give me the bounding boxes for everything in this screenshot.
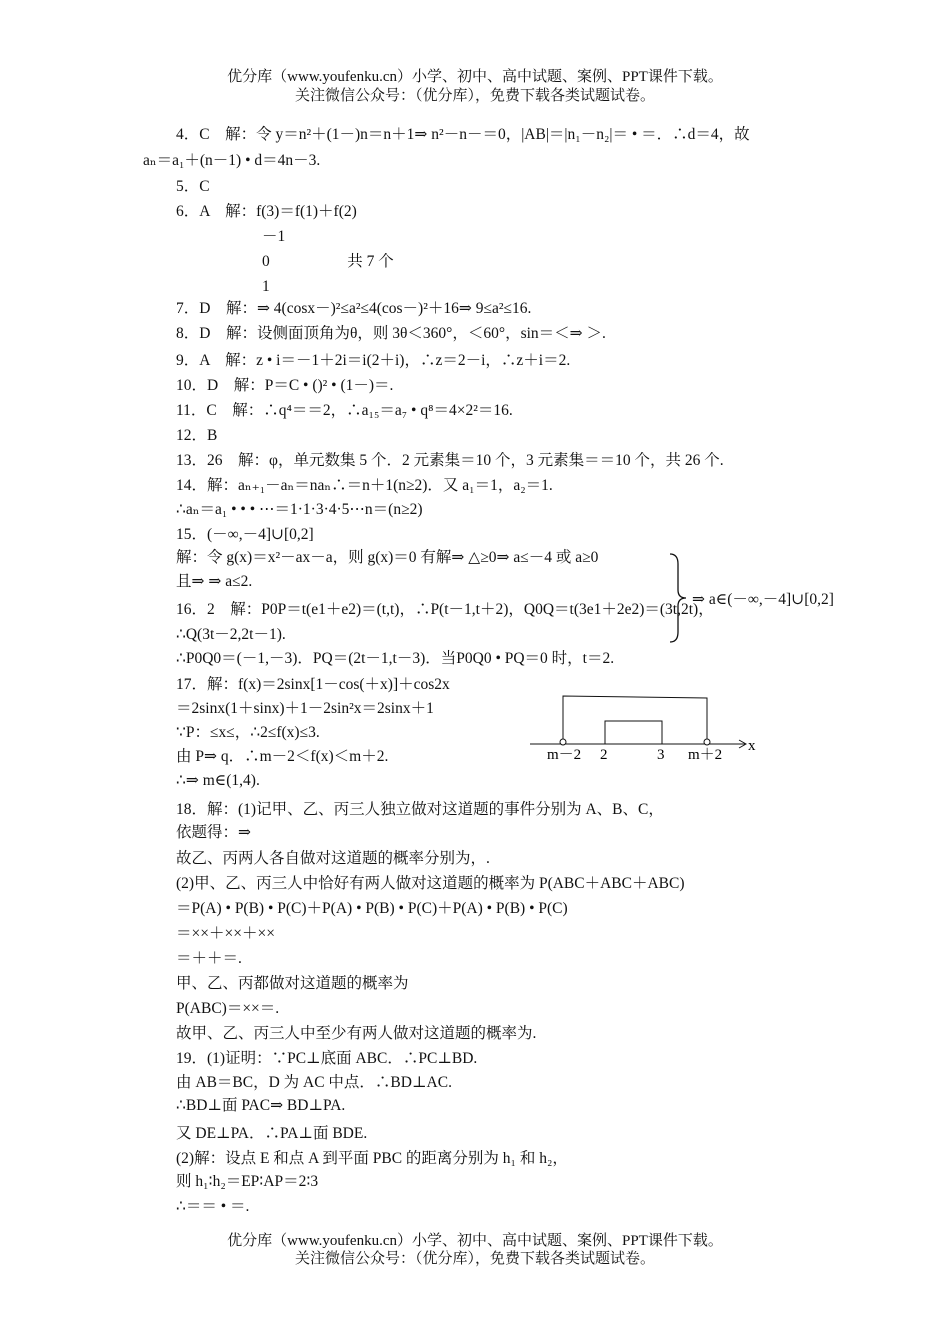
line-8: 8．D 解：设侧面顶角为θ，则 3θ＜360°，＜60°，sin＝＜⇒ ＞. xyxy=(176,325,606,342)
line-18-f: ＝＋＋＝. xyxy=(176,950,242,967)
line-15-a: 解：令 g(x)＝x²－ax－a，则 g(x)＝0 有解⇒ △≥0⇒ a≤－4 或 a≥0 xyxy=(176,549,599,566)
outer-interval xyxy=(563,696,707,744)
open-point-left xyxy=(560,739,566,745)
brace-result: ⇒ a∈(－∞,－4]∪[0,2] xyxy=(692,591,834,608)
label-m-plus-2: m＋2 xyxy=(688,747,723,763)
line-19-e: 则 h₁∶h₂＝EP∶AP＝2∶3 xyxy=(176,1173,319,1190)
label-m-minus-2: m－2 xyxy=(547,747,582,763)
line-13: 13．26 解：φ，单元数集 5 个．2 元素集＝10 个，3 元素集＝＝10 个，共 26 个. xyxy=(176,452,724,469)
line-17-c: 由 P⇒ q．∴m－2＜f(x)＜m＋2. xyxy=(176,748,389,765)
line-17-b: ∵P：≤x≤，∴2≤f(x)≤3. xyxy=(176,724,320,741)
line-18-a: 依题得：⇒ xyxy=(176,824,251,841)
line-11: 11．C 解：∴q⁴＝＝2，∴a₁₅＝a₇ • q⁸＝4×2²＝16. xyxy=(176,402,513,419)
line-18-h: P(ABC)＝××＝. xyxy=(176,1000,280,1017)
inner-interval xyxy=(605,721,662,744)
line-10: 10．D 解：P＝C • ()² • (1－)＝. xyxy=(176,377,394,394)
label-3: 3 xyxy=(657,747,665,763)
line-7: 7．D 解：⇒ 4(cosx－)²≤a²≤4(cos－)²＋16⇒ 9≤a²≤16. xyxy=(176,300,532,317)
line-14-cont: ∴aₙ＝a₁ • • • ⋯＝1·1·3·4·5⋯n＝(n≥2) xyxy=(176,501,423,518)
line-16-b: ∴P0Q0＝(－1,－3)．PQ＝(2t－1,t－3)．当P0Q0 • PQ＝0 时，t＝2. xyxy=(176,650,615,667)
line-4-cont: aₙ＝a₁＋(n－1) • d＝4n－3. xyxy=(143,152,321,169)
line-5: 5．C xyxy=(176,178,210,195)
line-15-b: 且⇒ ⇒ a≤2. xyxy=(176,573,253,590)
line-18-c: (2)甲、乙、丙三人中恰好有两人做对这道题的概率为 P(ABC＋ABC＋ABC) xyxy=(176,875,685,892)
line-15: 15．(－∞,－4]∪[0,2] xyxy=(176,526,314,543)
line-19: 19．(1)证明：∵PC⊥底面 ABC．∴PC⊥BD. xyxy=(176,1050,478,1067)
open-point-right xyxy=(704,739,710,745)
line-18: 18．解：(1)记甲、乙、丙三人独立做对这道题的事件分别为 A、B、C， xyxy=(176,801,664,818)
label-2: 2 xyxy=(600,747,608,763)
number-line-diagram xyxy=(525,690,765,770)
line-6-a: －1 xyxy=(262,228,286,245)
footer-line-1: 优分库（www.youfenku.cn）小学、初中、高中试题、案例、PPT课件下载。 xyxy=(227,1233,723,1249)
line-19-f: ∴＝＝ • ＝. xyxy=(176,1198,250,1215)
line-19-d: (2)解：设点 E 和点 A 到平面 PBC 的距离分别为 h₁ 和 h₂， xyxy=(176,1150,568,1167)
line-4: 4．C 解：令 y＝n²＋(1－)n＝n＋1⇒ n²－n－＝0，|AB|＝|n₁－n₂|＝ • ＝．∴d＝4，故 xyxy=(176,126,750,143)
line-19-c: 又 DE⊥PA．∴PA⊥面 BDE. xyxy=(176,1125,368,1142)
right-brace-icon xyxy=(668,552,688,644)
axis-label-x: x xyxy=(748,738,756,754)
line-16: 16．2 解：P0P＝t(e1＋e2)＝(t,t)，∴P(t－1,t＋2)，Q0Q＝t(3e1＋2e2)＝(3t,2t)， xyxy=(176,601,714,618)
line-16-a: ∴Q(3t－2,2t－1). xyxy=(176,626,286,643)
footer-line-2: 关注微信公众号：（优分库），免费下载各类试题试卷。 xyxy=(294,1251,655,1267)
line-18-i: 故甲、乙、丙三人中至少有两人做对这道题的概率为. xyxy=(176,1025,537,1042)
line-14: 14．解：aₙ₊₁－aₙ＝naₙ∴＝n＋1(n≥2)．又 a₁＝1，a₂＝1. xyxy=(176,477,553,494)
line-18-e: ＝××＋××＋×× xyxy=(176,925,275,942)
line-12: 12．B xyxy=(176,427,218,444)
line-6: 6．A 解：f(3)＝f(1)＋f(2) xyxy=(176,203,357,220)
line-19-b: ∴BD⊥面 PAC⇒ BD⊥PA. xyxy=(176,1097,346,1114)
line-18-g: 甲、乙、丙都做对这道题的概率为 xyxy=(176,975,409,992)
header-line-2: 关注微信公众号：（优分库），免费下载各类试题试卷。 xyxy=(294,88,655,104)
header-line-1: 优分库（www.youfenku.cn）小学、初中、高中试题、案例、PPT课件下载。 xyxy=(227,69,723,85)
line-17-a: ＝2sinx(1＋sinx)＋1－2sin²x＝2sinx＋1 xyxy=(176,700,434,717)
line-17-d: ∴⇒ m∈(1,4). xyxy=(176,772,260,789)
line-18-b: 故乙、丙两人各自做对这道题的概率分别为，. xyxy=(176,850,490,867)
line-9: 9．A 解：z • i＝－1＋2i＝i(2＋i)，∴z＝2－i，∴z＋i＝2. xyxy=(176,352,571,369)
line-17: 17．解：f(x)＝2sinx[1－cos(＋x)]＋cos2x xyxy=(176,676,450,693)
line-6-b: 0 共 7 个 xyxy=(262,253,394,270)
line-6-c: 1 xyxy=(262,278,270,295)
line-18-d: ＝P(A) • P(B) • P(C)＋P(A) • P(B) • P(C)＋P(A) • P(B) • P(C) xyxy=(176,900,568,917)
line-19-a: 由 AB＝BC，D 为 AC 中点．∴BD⊥AC. xyxy=(176,1074,452,1091)
